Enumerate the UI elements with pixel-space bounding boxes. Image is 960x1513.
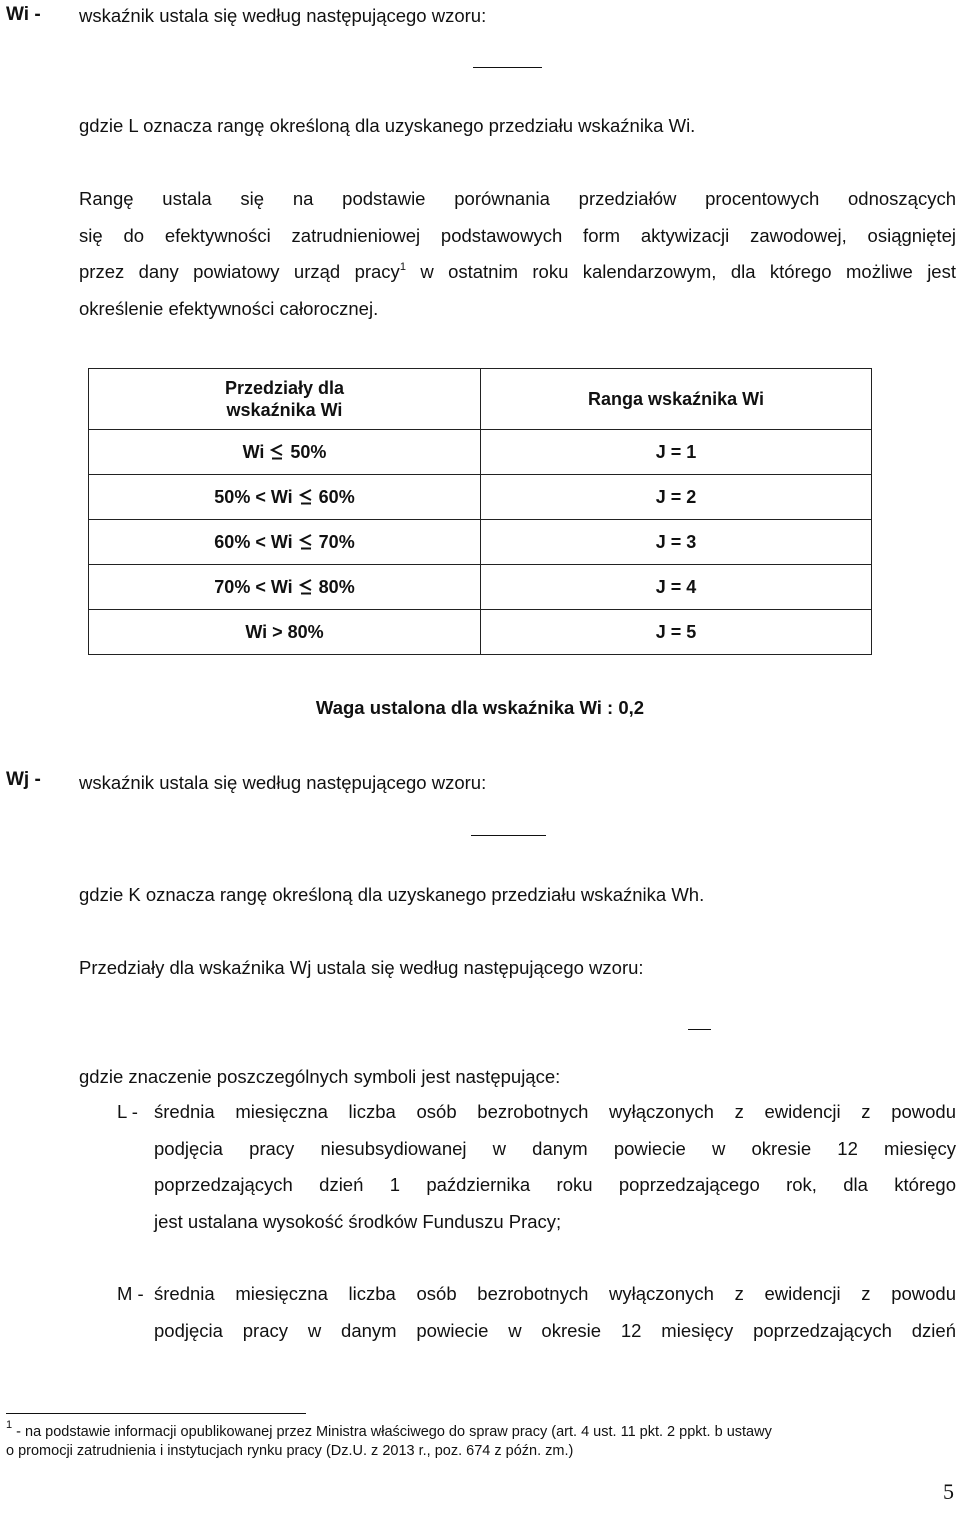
range-upper: 70% [318,531,355,552]
paragraph-line: określenie efektywności całorocznej. [79,297,379,319]
range-cell [89,475,481,520]
definition-tag: M - [117,1283,144,1304]
table-header-ranges [89,369,481,430]
definition-body [154,1094,956,1240]
paragraph-line: się do efektywności zatrudnieniowej podstawowych form aktywizacji zawodowej, osiągniętej [79,224,956,246]
definition-line: poprzedzających dzień 1 października roku poprzedzającego rok, dla którego [154,1174,956,1195]
table-header-row [89,369,872,430]
footnote-text-1: - na podstawie informacji opublikowanej przez Ministra właściwego do spraw pracy (art. 4 ust. 11 pkt. 2 ppkt. b ustawy [12,1424,772,1440]
footnote-separator [6,1413,306,1414]
footnote-line [6,1419,772,1442]
wj-intro: wskaźnik ustala się według następującego wzoru: [79,772,487,793]
range-cell [89,520,481,565]
range-cell [89,430,481,475]
wi-formula-fraction-bar [473,67,542,68]
header-line: wskaźnika Wi [226,400,343,420]
definition-line: średnia miesięczna liczba osób bezrobotnych wyłączonych z ewidencji z powodu [154,1283,956,1304]
definition-line: podjęcia pracy niesubsydiowanej w danym powiecie w okresie 12 miesięcy [154,1137,956,1159]
footnote [6,1419,772,1461]
wi-rank-paragraph [79,181,956,327]
wj-formula-fraction-bar [471,835,546,836]
rank-cell: J = 3 [481,520,872,565]
footnote-reference: 1 [399,261,406,273]
wi-label: Wi - [6,4,41,25]
page-number: 5 [943,1479,954,1504]
range-lower: 60% < Wi [214,531,293,552]
rank-cell: J = 4 [481,565,872,610]
definition-line: średnia miesięczna liczba osób bezrobotnych wyłączonych z ewidencji z powodu [154,1101,956,1122]
table-header-rank: Ranga wskaźnika Wi [481,369,872,430]
less-or-equal-icon [299,579,313,595]
range-lower: 70% < Wi [214,576,293,597]
rank-cell: J = 2 [481,475,872,520]
range-cell [89,610,481,655]
footnote-line: o promocji zatrudnienia i instytucjach rynku pracy (Dz.U. z 2013 r., poz. 674 z późn. zm.) [6,1443,574,1459]
paragraph-line3-before: przez dany powiatowy urząd pracy [79,261,400,282]
paragraph-line [79,254,956,291]
symbols-intro: gdzie znaczenie poszczególnych symboli jest następujące: [79,1066,561,1087]
definition-body [154,1276,956,1349]
header-line: Przedziały dla [224,378,345,398]
definition-line: podjęcia pracy w danym powiecie w okresie 12 miesięcy poprzedzających dzień [154,1319,956,1341]
definition-line: jest ustalana wysokość środków Funduszu Pracy; [154,1210,562,1232]
table-row [89,520,872,565]
definition-tag: L - [117,1101,138,1122]
range-lower: Wi [242,441,265,462]
wj-where-text: gdzie K oznacza rangę określoną dla uzyskanego przedziału wskaźnika Wh. [79,884,705,905]
table-row [89,430,872,475]
ranges-formula-fraction-bar [688,1029,711,1030]
range-lower: Wi > 80% [245,621,324,642]
rank-cell: J = 1 [481,430,872,475]
range-cell [89,565,481,610]
less-or-equal-icon [299,534,313,550]
weight-line: Waga ustalona dla wskaźnika Wi : 0,2 [315,697,645,718]
wi-rank-table [88,368,872,655]
range-upper: 80% [318,576,355,597]
table-row [89,565,872,610]
rank-cell: J = 5 [481,610,872,655]
range-lower: 50% < Wi [214,486,293,507]
range-upper: 60% [318,486,355,507]
table-row [89,610,872,655]
table-row [89,475,872,520]
wi-intro: wskaźnik ustala się według następującego wzoru: [79,5,487,26]
less-or-equal-icon [270,444,284,460]
paragraph-line: Rangę ustala się na podstawie porównania przedziałów procentowych odnoszących [79,188,956,209]
range-upper: 50% [290,441,327,462]
paragraph-line3-after: w ostatnim roku kalendarzowym, dla którego możliwe jest [405,261,956,282]
less-or-equal-icon [299,489,313,505]
wi-where-text: gdzie L oznacza rangę określoną dla uzyskanego przedziału wskaźnika Wi. [79,115,696,136]
footnote-mark: 1 [6,1419,13,1431]
wj-label: Wj - [6,769,41,790]
wj-ranges-intro: Przedziały dla wskaźnika Wj ustala się według następującego wzoru: [79,957,644,978]
